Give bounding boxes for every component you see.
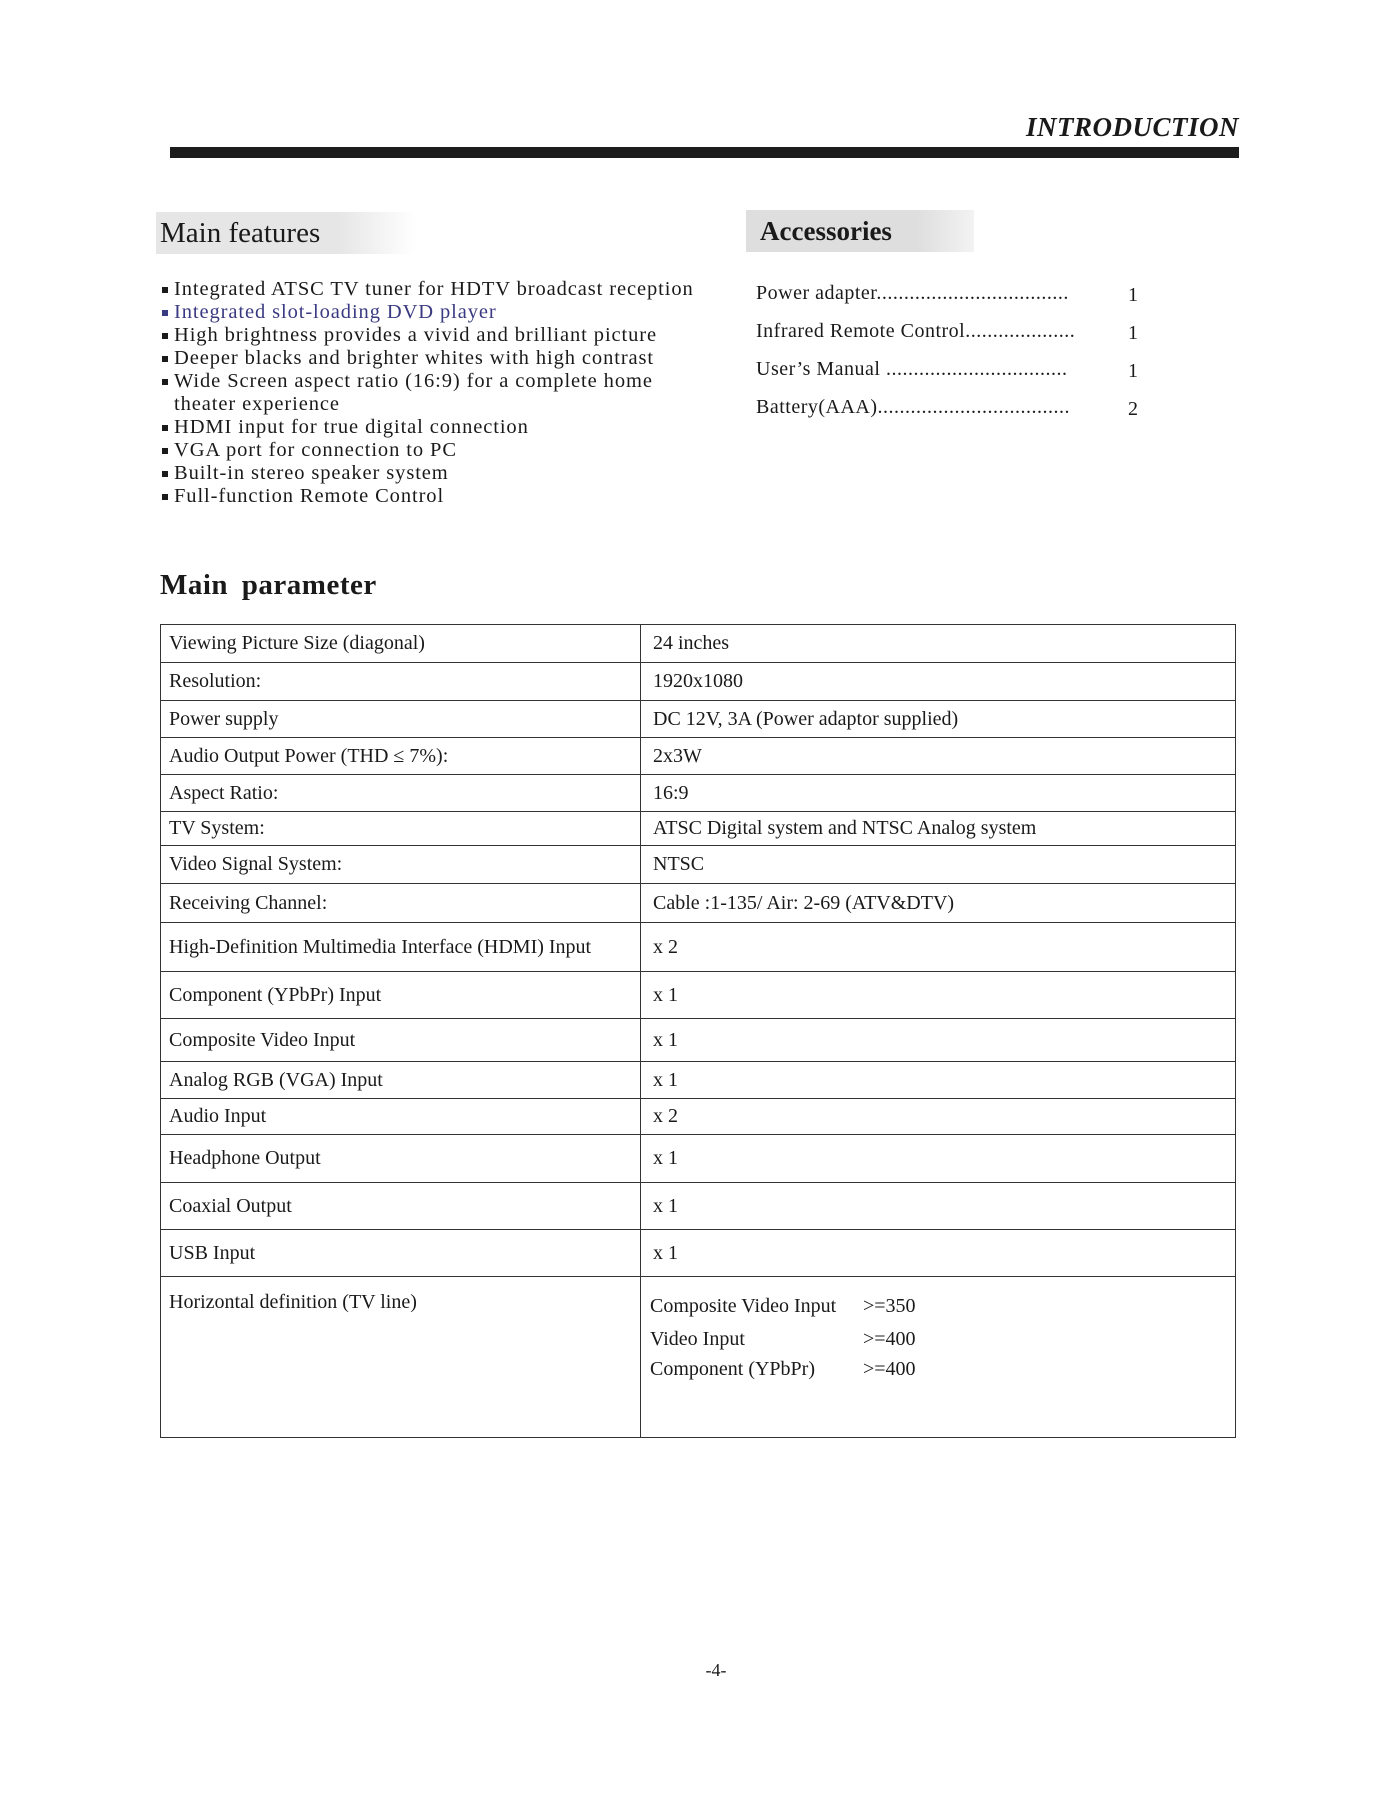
param-label: Viewing Picture Size (diagonal) [161, 625, 641, 663]
hdef-name: Video Input [650, 1328, 745, 1350]
square-bullet-icon [162, 494, 168, 500]
header-rule [170, 147, 1239, 158]
param-value: x 1 [641, 1183, 1236, 1230]
main-features-heading: Main features [156, 212, 416, 254]
accessory-name: Power adapter................................... [756, 282, 1069, 304]
param-value: x 1 [641, 1135, 1236, 1183]
feature-item: Built-in stereo speaker system [162, 462, 694, 485]
hdef-name: Component (YPbPr) [650, 1358, 815, 1380]
param-value: x 2 [641, 923, 1236, 972]
square-bullet-icon [162, 287, 168, 293]
param-value: x 2 [641, 1099, 1236, 1135]
accessory-qty: 1 [1128, 322, 1139, 344]
param-label: USB Input [161, 1230, 641, 1277]
square-bullet-icon [162, 333, 168, 339]
table-row [161, 923, 1236, 972]
features-list [162, 278, 694, 508]
table-row [161, 701, 1236, 738]
param-label: High-Definition Multimedia Interface (HDMI) Input [161, 923, 641, 972]
table-row [161, 738, 1236, 775]
param-value: x 1 [641, 1230, 1236, 1277]
table-row [161, 1062, 1236, 1099]
param-label: Coaxial Output [161, 1183, 641, 1230]
param-value: x 1 [641, 1019, 1236, 1062]
param-value: NTSC [641, 846, 1236, 884]
square-bullet-icon [162, 448, 168, 454]
hdef-item [650, 1324, 1227, 1354]
feature-item: Wide Screen aspect ratio (16:9) for a complete home theater experience [162, 370, 694, 416]
accessory-qty: 1 [1128, 284, 1139, 306]
main-parameter-heading: Main parameter [160, 569, 377, 601]
table-row [161, 1099, 1236, 1135]
param-label: Video Signal System: [161, 846, 641, 884]
accessories-list [756, 278, 1146, 430]
table-row [161, 812, 1236, 846]
square-bullet-icon [162, 379, 168, 385]
square-bullet-icon [162, 471, 168, 477]
param-label: Component (YPbPr) Input [161, 972, 641, 1019]
param-label: Horizontal definition (TV line) [161, 1277, 641, 1438]
param-value: 16:9 [641, 775, 1236, 812]
param-value: 1920x1080 [641, 663, 1236, 701]
parameter-table [160, 624, 1236, 1438]
accessory-item [756, 316, 1146, 354]
horizontal-definition-values [641, 1277, 1236, 1438]
hdef-item [650, 1354, 1227, 1384]
param-value: x 1 [641, 972, 1236, 1019]
accessory-name: User’s Manual ................................. [756, 358, 1068, 380]
accessory-item [756, 354, 1146, 392]
accessory-qty: 2 [1128, 398, 1139, 420]
feature-item: HDMI input for true digital connection [162, 416, 694, 439]
param-label: Composite Video Input [161, 1019, 641, 1062]
param-label: Receiving Channel: [161, 884, 641, 923]
accessories-heading: Accessories [746, 210, 974, 252]
square-bullet-icon [162, 425, 168, 431]
feature-item: Deeper blacks and brighter whites with high contrast [162, 347, 694, 370]
accessory-name: Battery(AAA)................................... [756, 396, 1071, 418]
param-label: Aspect Ratio: [161, 775, 641, 812]
param-label: Audio Output Power (THD ≤ 7%): [161, 738, 641, 775]
feature-item: VGA port for connection to PC [162, 439, 694, 462]
param-value: 24 inches [641, 625, 1236, 663]
table-row [161, 972, 1236, 1019]
table-row [161, 846, 1236, 884]
hdef-value: >=400 [863, 1328, 916, 1350]
table-row [161, 663, 1236, 701]
table-row [161, 775, 1236, 812]
table-row [161, 1183, 1236, 1230]
param-label: Resolution: [161, 663, 641, 701]
table-row [161, 1230, 1236, 1277]
param-value: ATSC Digital system and NTSC Analog system [641, 812, 1236, 846]
hdef-item [650, 1291, 1227, 1321]
param-label: Power supply [161, 701, 641, 738]
table-row [161, 1019, 1236, 1062]
accessory-name: Infrared Remote Control.................... [756, 320, 1076, 342]
param-label: TV System: [161, 812, 641, 846]
param-label: Audio Input [161, 1099, 641, 1135]
table-row [161, 625, 1236, 663]
param-value: 2x3W [641, 738, 1236, 775]
square-bullet-icon [162, 356, 168, 362]
param-label: Headphone Output [161, 1135, 641, 1183]
accessory-item [756, 392, 1146, 430]
page-number: -4- [705, 1660, 727, 1680]
param-value: x 1 [641, 1062, 1236, 1099]
square-bullet-icon [162, 310, 168, 316]
feature-item: Integrated slot-loading DVD player [162, 301, 694, 324]
table-row [161, 884, 1236, 923]
page-section-title: INTRODUCTION [1025, 112, 1239, 142]
accessory-qty: 1 [1128, 360, 1139, 382]
table-row [161, 1277, 1236, 1438]
param-value: Cable :1-135/ Air: 2-69 (ATV&DTV) [641, 884, 1236, 923]
hdef-name: Composite Video Input [650, 1295, 837, 1317]
param-label: Analog RGB (VGA) Input [161, 1062, 641, 1099]
hdef-value: >=400 [863, 1358, 916, 1380]
table-row [161, 1135, 1236, 1183]
param-value: DC 12V, 3A (Power adaptor supplied) [641, 701, 1236, 738]
feature-item: High brightness provides a vivid and brilliant picture [162, 324, 694, 347]
accessory-item [756, 278, 1146, 316]
hdef-value: >=350 [863, 1295, 916, 1317]
feature-item: Integrated ATSC TV tuner for HDTV broadcast reception [162, 278, 694, 301]
feature-item: Full-function Remote Control [162, 485, 694, 508]
